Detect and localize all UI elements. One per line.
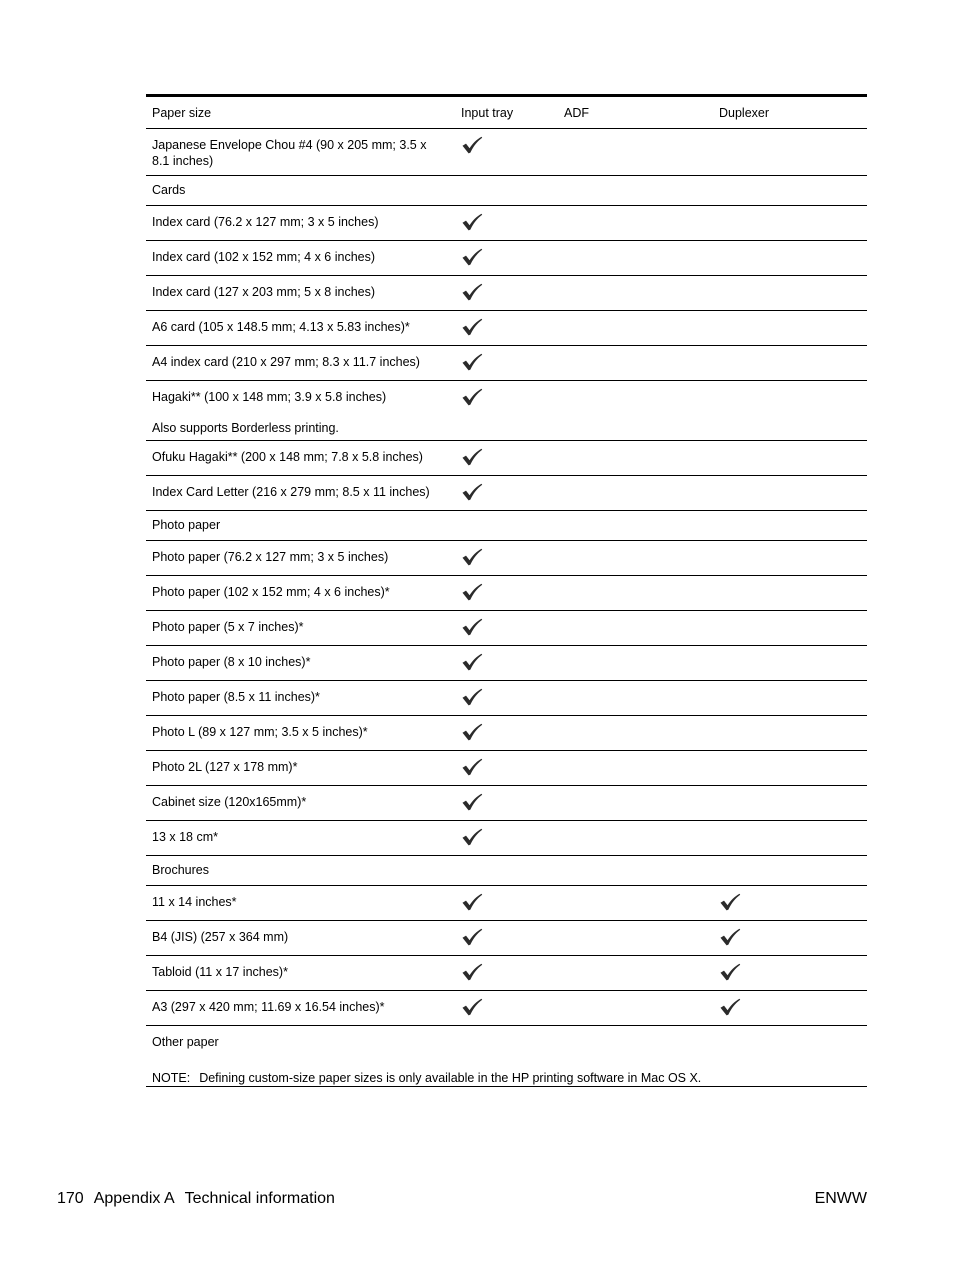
input-tray-cell (455, 381, 558, 441)
adf-cell (558, 886, 713, 921)
paper-size-name: Photo paper (8.5 x 11 inches)* (152, 690, 320, 704)
adf-cell (558, 716, 713, 751)
paper-size-cell (146, 476, 455, 511)
check-mark-icon (461, 963, 483, 981)
paper-size-cell (146, 129, 455, 176)
check-mark-icon (461, 723, 483, 741)
input-tray-cell (455, 206, 558, 241)
table-row (146, 786, 867, 821)
input-tray-cell (455, 476, 558, 511)
paper-size-cell (146, 886, 455, 921)
input-tray-cell (455, 751, 558, 786)
check-mark-icon (461, 248, 483, 266)
header-duplexer: Duplexer (719, 105, 770, 120)
check-mark-icon (461, 618, 483, 636)
check-mark-icon (461, 998, 483, 1016)
header-input-tray: Input tray (461, 105, 514, 120)
check-mark-icon (461, 283, 483, 301)
paper-size-cell (146, 441, 455, 476)
table-row (146, 576, 867, 611)
table-row (146, 821, 867, 856)
paper-size-cell (146, 956, 455, 991)
paper-size-name: Japanese Envelope Chou #4 (90 x 205 mm; 3.5 x 8.1 inches) (152, 138, 427, 168)
check-mark-icon (461, 688, 483, 706)
paper-size-name: A6 card (105 x 148.5 mm; 4.13 x 5.83 inches)* (152, 320, 410, 334)
duplexer-cell (713, 129, 867, 176)
header-paper-size: Paper size (152, 105, 212, 120)
duplexer-cell (713, 786, 867, 821)
paper-size-cell (146, 276, 455, 311)
duplexer-cell (713, 821, 867, 856)
duplexer-cell (713, 346, 867, 381)
table-row (146, 346, 867, 381)
footer-section: Technical information (184, 1190, 335, 1207)
table-row (146, 206, 867, 241)
table-row (146, 886, 867, 921)
paper-size-name: Index card (127 x 203 mm; 5 x 8 inches) (152, 285, 376, 299)
paper-size-name: Photo paper (8 x 10 inches)* (152, 655, 311, 669)
section-heading: Brochures (152, 863, 209, 877)
paper-size-cell (146, 611, 455, 646)
check-mark-icon (461, 583, 483, 601)
adf-cell (558, 576, 713, 611)
table-section-row (146, 176, 867, 206)
page-footer-right: ENWW (814, 1190, 867, 1207)
input-tray-cell (455, 611, 558, 646)
check-mark-icon (461, 213, 483, 231)
note-label: NOTE: (152, 1071, 191, 1085)
section-heading: Photo paper (152, 518, 221, 532)
check-mark-icon (461, 828, 483, 846)
input-tray-cell (455, 311, 558, 346)
adf-cell (558, 346, 713, 381)
adf-cell (558, 206, 713, 241)
paper-size-cell (146, 821, 455, 856)
paper-size-name: B4 (JIS) (257 x 364 mm) (152, 930, 289, 944)
paper-size-name: 13 x 18 cm* (152, 830, 219, 844)
input-tray-cell (455, 276, 558, 311)
duplexer-cell (713, 206, 867, 241)
table-row (146, 681, 867, 716)
input-tray-cell (455, 921, 558, 956)
header-adf: ADF (564, 105, 589, 120)
paper-size-name: Photo L (89 x 127 mm; 3.5 x 5 inches)* (152, 725, 368, 739)
duplexer-cell (713, 956, 867, 991)
table-note-row (146, 1026, 867, 1087)
paper-size-cell (146, 681, 455, 716)
paper-size-name: Photo 2L (127 x 178 mm)* (152, 760, 298, 774)
duplexer-cell (713, 476, 867, 511)
paper-size-name: Index Card Letter (216 x 279 mm; 8.5 x 11 inches) (152, 485, 430, 499)
table-row (146, 611, 867, 646)
table-row (146, 921, 867, 956)
input-tray-cell (455, 786, 558, 821)
input-tray-cell (455, 576, 558, 611)
check-mark-icon (461, 928, 483, 946)
paper-size-name: Ofuku Hagaki** (200 x 148 mm; 7.8 x 5.8 inches) (152, 450, 423, 464)
duplexer-cell (713, 276, 867, 311)
check-mark-icon (461, 448, 483, 466)
input-tray-cell (455, 646, 558, 681)
duplexer-cell (713, 886, 867, 921)
check-mark-icon (461, 548, 483, 566)
paper-size-cell (146, 206, 455, 241)
input-tray-cell (455, 441, 558, 476)
table-row (146, 646, 867, 681)
input-tray-cell (455, 716, 558, 751)
note-text: Defining custom-size paper sizes is only available in the HP printing software in Mac OS X. (199, 1071, 702, 1085)
check-mark-icon (461, 893, 483, 911)
page-footer-left (57, 1190, 345, 1208)
input-tray-cell (455, 886, 558, 921)
table-body (146, 129, 867, 1087)
adf-cell (558, 991, 713, 1026)
paper-size-name: Photo paper (5 x 7 inches)* (152, 620, 304, 634)
check-mark-icon (461, 653, 483, 671)
paper-size-cell (146, 381, 455, 441)
duplexer-cell (713, 311, 867, 346)
table-row (146, 541, 867, 576)
paper-size-cell (146, 646, 455, 681)
input-tray-cell (455, 956, 558, 991)
input-tray-cell (455, 241, 558, 276)
section-heading: Other paper (152, 1035, 219, 1049)
page-number: 170 (57, 1190, 84, 1207)
check-mark-icon (719, 998, 741, 1016)
duplexer-cell (713, 241, 867, 276)
adf-cell (558, 311, 713, 346)
table-row (146, 716, 867, 751)
table-header-row (146, 96, 867, 129)
paper-size-cell (146, 541, 455, 576)
table-row (146, 476, 867, 511)
duplexer-cell (713, 751, 867, 786)
paper-size-name: Cabinet size (120x165mm)* (152, 795, 307, 809)
check-mark-icon (719, 893, 741, 911)
adf-cell (558, 611, 713, 646)
paper-size-name: Photo paper (102 x 152 mm; 4 x 6 inches)* (152, 585, 390, 599)
table-row (146, 381, 867, 441)
paper-size-subnote: Also supports Borderless printing. (152, 421, 339, 435)
table-row (146, 276, 867, 311)
paper-size-cell (146, 346, 455, 381)
check-mark-icon (461, 388, 483, 406)
table-row (146, 751, 867, 786)
duplexer-cell (713, 646, 867, 681)
adf-cell (558, 541, 713, 576)
paper-size-name: A3 (297 x 420 mm; 11.69 x 16.54 inches)* (152, 1000, 385, 1014)
paper-size-cell (146, 991, 455, 1026)
paper-size-cell (146, 786, 455, 821)
paper-size-name: Index card (76.2 x 127 mm; 3 x 5 inches) (152, 215, 379, 229)
adf-cell (558, 276, 713, 311)
duplexer-cell (713, 441, 867, 476)
table-section-row (146, 856, 867, 886)
adf-cell (558, 921, 713, 956)
adf-cell (558, 751, 713, 786)
adf-cell (558, 381, 713, 441)
table-row (146, 311, 867, 346)
adf-cell (558, 956, 713, 991)
table-row (146, 956, 867, 991)
paper-size-cell (146, 716, 455, 751)
input-tray-cell (455, 821, 558, 856)
duplexer-cell (713, 576, 867, 611)
paper-size-cell (146, 751, 455, 786)
adf-cell (558, 681, 713, 716)
input-tray-cell (455, 129, 558, 176)
adf-cell (558, 476, 713, 511)
duplexer-cell (713, 381, 867, 441)
supported-paper-sizes-table (146, 94, 867, 1087)
table-row (146, 129, 867, 176)
input-tray-cell (455, 346, 558, 381)
check-mark-icon (461, 136, 483, 154)
check-mark-icon (461, 353, 483, 371)
input-tray-cell (455, 681, 558, 716)
paper-size-cell (146, 241, 455, 276)
paper-size-name: A4 index card (210 x 297 mm; 8.3 x 11.7 inches) (152, 355, 420, 369)
adf-cell (558, 441, 713, 476)
table-row (146, 241, 867, 276)
adf-cell (558, 821, 713, 856)
input-tray-cell (455, 991, 558, 1026)
table-row (146, 991, 867, 1026)
duplexer-cell (713, 921, 867, 956)
check-mark-icon (719, 928, 741, 946)
adf-cell (558, 646, 713, 681)
table-row (146, 441, 867, 476)
check-mark-icon (719, 963, 741, 981)
check-mark-icon (461, 483, 483, 501)
paper-size-name: 11 x 14 inches* (152, 895, 237, 909)
paper-size-name: Hagaki** (100 x 148 mm; 3.9 x 5.8 inches) (152, 390, 387, 404)
adf-cell (558, 129, 713, 176)
paper-size-name: Tabloid (11 x 17 inches)* (152, 965, 288, 979)
footer-chapter: Appendix A (93, 1190, 175, 1207)
note-cell (146, 1026, 867, 1087)
duplexer-cell (713, 541, 867, 576)
duplexer-cell (713, 681, 867, 716)
paper-size-name: Photo paper (76.2 x 127 mm; 3 x 5 inches) (152, 550, 389, 564)
paper-size-name: Index card (102 x 152 mm; 4 x 6 inches) (152, 250, 376, 264)
duplexer-cell (713, 611, 867, 646)
table-section-row (146, 511, 867, 541)
section-heading: Cards (152, 183, 186, 197)
check-mark-icon (461, 793, 483, 811)
paper-size-cell (146, 576, 455, 611)
check-mark-icon (461, 758, 483, 776)
adf-cell (558, 786, 713, 821)
paper-size-cell (146, 311, 455, 346)
check-mark-icon (461, 318, 483, 336)
paper-size-cell (146, 921, 455, 956)
duplexer-cell (713, 716, 867, 751)
duplexer-cell (713, 991, 867, 1026)
adf-cell (558, 241, 713, 276)
input-tray-cell (455, 541, 558, 576)
